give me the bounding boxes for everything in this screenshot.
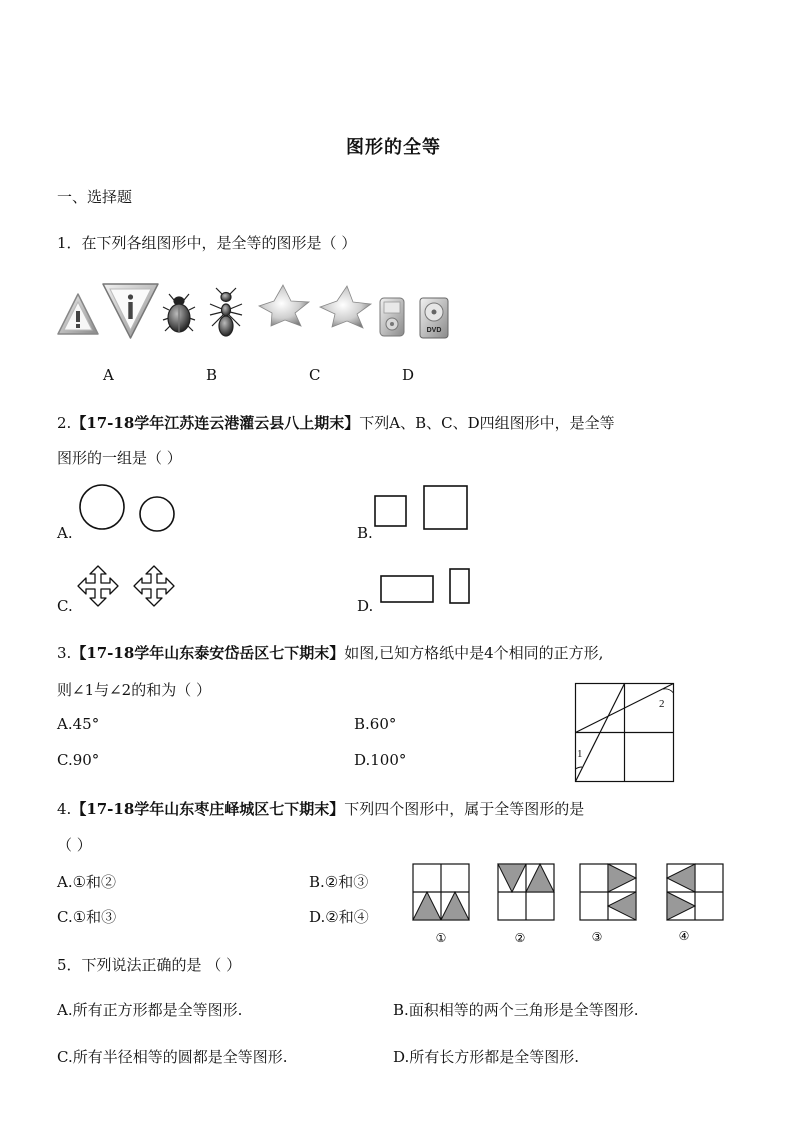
q2-option-c: C. — [57, 597, 73, 615]
star-shape-icon — [320, 286, 371, 328]
q2-figure-a — [75, 482, 185, 542]
large-circle — [80, 485, 124, 529]
q1-label-d: D — [402, 366, 415, 384]
q2-figure-b — [372, 484, 472, 534]
page-title: 图形的全等 — [346, 137, 441, 158]
q4-source: 【17-18学年山东枣庄峄城区七下期末】 — [71, 800, 345, 818]
q5-option-c: C.所有半径相等的圆都是全等图形. — [57, 1048, 288, 1066]
info-triangle-icon — [103, 284, 158, 338]
q3-grid-figure — [575, 683, 675, 783]
q3-stem-line1 — [57, 642, 603, 663]
angle-label-2: 2 — [659, 698, 665, 710]
q3-option-d: D.100° — [354, 751, 407, 769]
dvd-label: DVD — [426, 327, 442, 334]
angle-arc-1 — [576, 767, 583, 769]
q4-number: 4. — [57, 800, 72, 818]
q4-option-b: B.②和③ — [309, 873, 369, 891]
q2-number: 2. — [57, 414, 72, 432]
small-square — [375, 496, 406, 526]
q3-stem-line2: 则∠1与∠2的和为（ ） — [57, 681, 211, 699]
q3-option-c: C.90° — [57, 751, 100, 769]
q2-stem-text: 下列A、B、C、D四组图形中，是全等 — [359, 414, 615, 432]
four-way-arrow-icon — [78, 566, 118, 606]
beetle-icon — [163, 294, 195, 332]
q3-number: 3. — [57, 644, 72, 662]
q4-option-d: D.②和④ — [309, 908, 369, 926]
q2-option-d: D. — [357, 597, 374, 615]
four-way-arrow-icon — [134, 566, 174, 606]
q1-label-c: C — [309, 366, 321, 384]
q4-figure-label-4: ④ — [678, 929, 690, 943]
q4-figure-label-1: ① — [435, 931, 447, 945]
q1-stem: 1．在下列各组图形中，是全等的图形是（ ） — [57, 234, 357, 252]
q1-figures — [55, 282, 455, 342]
media-player-icon — [380, 298, 404, 336]
q5-stem: 5．下列说法正确的是 （ ） — [57, 956, 242, 974]
q4-figure-2 — [498, 864, 554, 920]
q2-stem-line1 — [57, 412, 615, 433]
q4-paren: （ ） — [57, 836, 92, 854]
warning-triangle-icon — [58, 294, 98, 334]
q1-label-a: A — [103, 366, 114, 384]
q4-figure-4 — [667, 864, 723, 920]
large-square — [424, 486, 467, 529]
q4-option-a: A.①和② — [57, 873, 117, 891]
q3-source: 【17-18学年山东泰安岱岳区七下期末】 — [71, 644, 345, 662]
q2-figure-c — [74, 562, 184, 612]
q4-figure-1 — [413, 864, 469, 920]
q4-figure-label-3: ③ — [591, 930, 603, 944]
q4-figure-3 — [580, 864, 636, 920]
q3-option-a: A.45° — [57, 715, 100, 733]
q3-stem-text: 如图,已知方格纸中是4个相同的正方形, — [344, 644, 604, 662]
horizontal-rectangle — [381, 576, 433, 602]
q4-stem-text: 下列四个图形中，属于全等图形的是 — [344, 800, 585, 818]
q4-option-c: C.①和③ — [57, 908, 117, 926]
section-heading: 一、选择题 — [57, 188, 133, 206]
small-circle — [140, 497, 174, 531]
dvd-case-icon — [420, 298, 448, 338]
q4-figures — [410, 862, 730, 952]
q2-option-a: A. — [57, 524, 73, 542]
angle-arc-2 — [663, 689, 674, 693]
q2-option-b: B. — [357, 524, 373, 542]
star-shape-icon — [259, 285, 309, 326]
q2-stem-line2: 图形的一组是（ ） — [57, 449, 182, 467]
q5-option-d: D.所有长方形都是全等图形. — [393, 1048, 580, 1066]
q2-figure-d — [378, 564, 478, 614]
q4-stem-line1 — [57, 798, 584, 819]
q5-option-b: B.面积相等的两个三角形是全等图形. — [393, 1001, 639, 1019]
ant-icon — [210, 288, 242, 336]
angle-label-1: 1 — [577, 748, 583, 760]
vertical-rectangle — [450, 569, 469, 603]
q5-option-a: A.所有正方形都是全等图形. — [57, 1001, 243, 1019]
q4-figure-label-2: ② — [514, 931, 526, 945]
q1-label-b: B — [206, 366, 218, 384]
q2-source: 【17-18学年江苏连云港灌云县八上期末】 — [71, 414, 360, 432]
q3-option-b: B.60° — [354, 715, 397, 733]
